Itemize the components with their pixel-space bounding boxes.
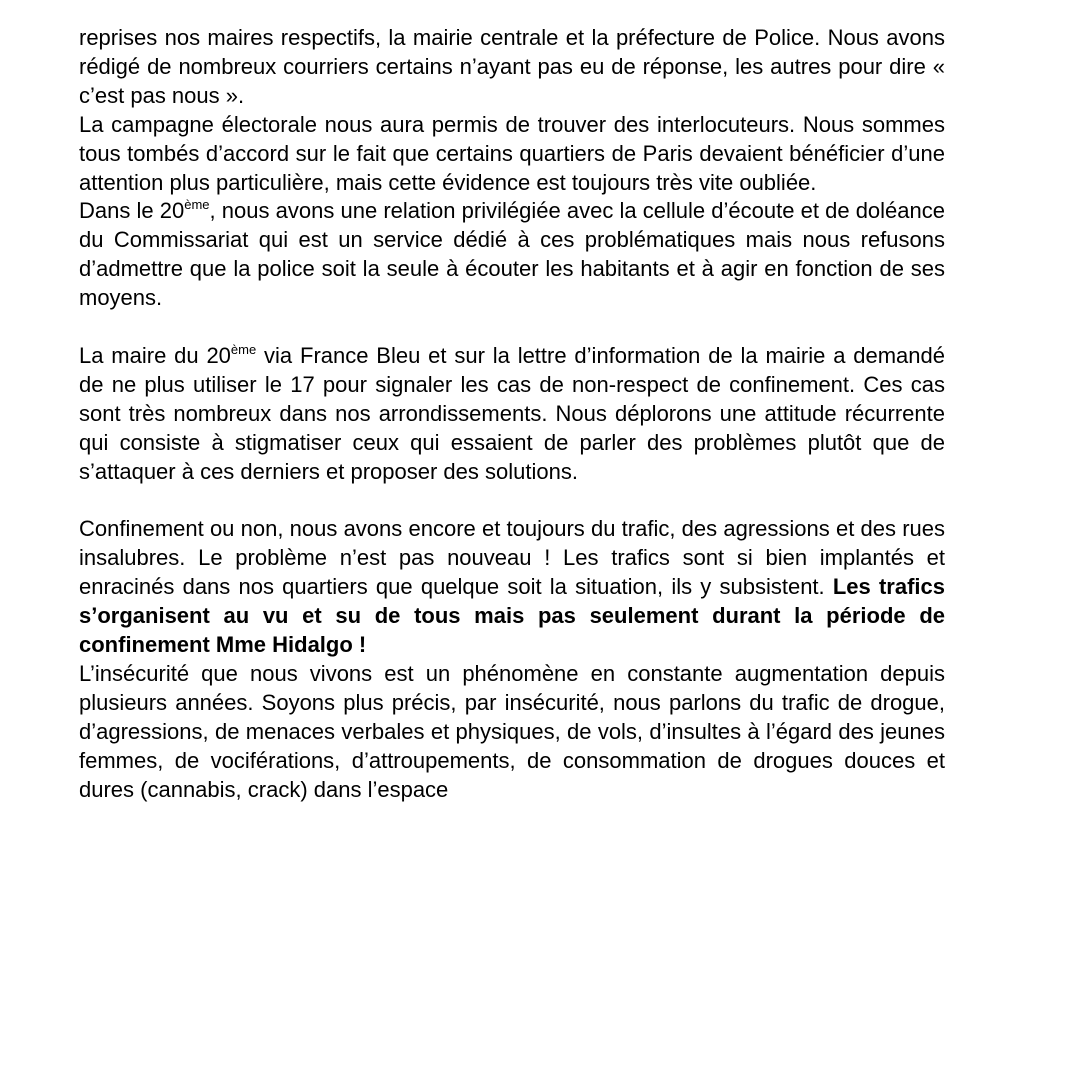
paragraph-3 (79, 197, 945, 313)
paragraph-gap (79, 486, 945, 515)
document-page (79, 24, 945, 804)
paragraph-5-bold-text: Les trafics s’organisent au vu et su de tous mais pas seulement durant la période de confinement Mme Hidalgo ! (79, 574, 945, 657)
paragraph-3-start: Dans le 20 (79, 198, 185, 224)
paragraph-3-rest: , nous avons une relation privilégiée avec la cellule d’écoute et de doléance du Commissariat qui est un service dédié à ces problématiques mais nous refusons d’admettre que la police soit la seule à écouter les habitants et à agir en fonction de ses moyens. (79, 198, 945, 311)
paragraph-5 (79, 515, 945, 660)
paragraph-5-text: Confinement ou non, nous avons encore et toujours du trafic, des agressions et des rues insalubres. Le problème n’est pas nouveau ! Les trafics sont si bien implantés et enracinés dans nos quartiers que quelque soit la situation, ils y subsistent. (79, 516, 945, 600)
paragraph-4-start: La maire du 20 (79, 342, 231, 368)
paragraph-1: reprises nos maires respectifs, la mairie centrale et la préfecture de Police. Nous avons rédigé de nombreux courriers certains n’ayant pas eu de réponse, les autres pour dire « c’est pas nous ». (79, 25, 945, 108)
paragraph-2: La campagne électorale nous aura permis de trouver des interlocuteurs. Nous sommes tous tombés d’accord sur le fait que certains quartiers de Paris devaient bénéficier d’une attention plus particulière, mais cette évidence est toujours très vite oubliée. (79, 111, 945, 195)
paragraph-6: L’insécurité que nous vivons est un phénomène en constante augmentation depuis plusieurs années. Soyons plus précis, par insécurité, nous parlons du trafic de drogue, d’agressions, de menaces verbales et physiques, de vols, d’insultes à l’égard des jeunes femmes, de vociférations, d’attroupements, de consommation de drogues douces et dures (cannabis, crack) dans l’espace (79, 660, 945, 802)
paragraph-4-rest: via France Bleu et sur la lettre d’information de la mairie a demandé de ne plus utiliser le 17 pour signaler les cas de non-respect de confinement. Ces cas sont très nombreux dans nos arrondissements. Nous déplorons une attitude récurrente qui consiste à stigmatiser ceux qui essaient de parler des problèmes plutôt que de s’attaquer à ces derniers et proposer des solutions. (79, 342, 945, 484)
paragraph-3-superscript: ème (184, 197, 210, 213)
paragraph-4 (79, 342, 945, 487)
paragraph-4-superscript: ème (230, 341, 257, 357)
paragraph-gap (79, 313, 945, 342)
